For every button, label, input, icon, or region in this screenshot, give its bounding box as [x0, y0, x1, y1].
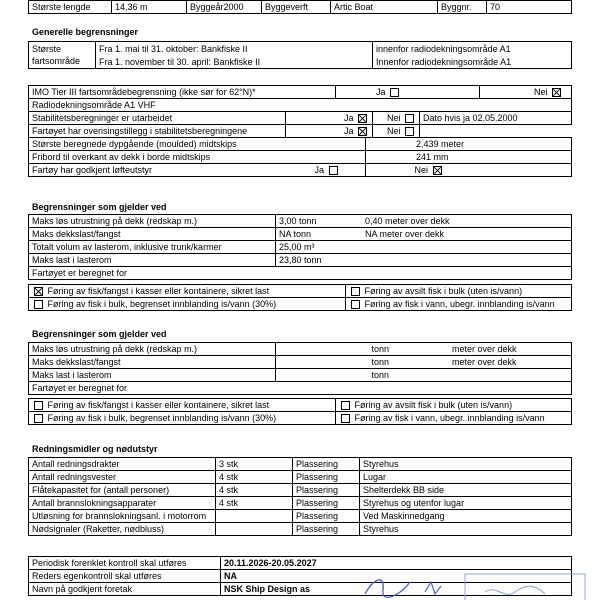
rescue-place: Styrehus og utenfor lugar — [360, 497, 572, 510]
periodic-label: Periodisk forenklet kontroll skal utføres — [29, 557, 221, 570]
top-row-table — [28, 0, 572, 14]
limits1-volume-value: 25,00 m³ — [276, 241, 363, 254]
build-no-value: 70 — [487, 1, 572, 14]
period-1-note: innenfor radiodekningsområde A1 — [373, 42, 572, 56]
limits1-opt-d-checkbox[interactable] — [351, 300, 360, 309]
rescue-row — [29, 497, 572, 510]
limits1-hold-value: 23,80 tonn — [276, 254, 363, 267]
period-2: Fra 1. november til 30. april: Bankfiske II — [96, 55, 373, 69]
rescue-row — [29, 523, 572, 536]
limits1-deck-value: NA tonn — [276, 228, 363, 241]
limits2-table: Maks løs utrustning på dekk (redskap m.) tonn meter over dekk Maks dekkslast/fangst tonn meter over dekk Maks last i lasterom tonn Fartøyet er beregnet for — [28, 342, 572, 395]
icing-ja-checkbox[interactable] — [358, 127, 367, 136]
limits1-hold-label: Maks last i lasterom — [29, 254, 276, 267]
stability-ja-checkbox[interactable] — [358, 114, 367, 123]
rescue-place: Styrehus — [360, 523, 572, 536]
rescue-table — [28, 457, 572, 536]
limits2-opt-b-checkbox[interactable] — [341, 401, 350, 410]
limits1-opt-c-checkbox[interactable] — [34, 300, 43, 309]
stability-nei-checkbox[interactable] — [405, 114, 414, 123]
rescue-count: 4 stk — [216, 471, 293, 484]
limits1-equipment-height: 0,40 meter over dekk — [362, 215, 572, 228]
imo-ja-checkbox[interactable] — [390, 88, 399, 97]
rescue-placement: Plassering — [293, 484, 360, 497]
limits2-heading: Begrensninger som gjelder ved — [32, 329, 167, 339]
periodic-value: 20.11.2026-20.05.2027 — [221, 557, 572, 570]
limits1-opt-b-checkbox[interactable] — [351, 287, 360, 296]
limits2-opt-c-checkbox[interactable] — [34, 414, 43, 423]
rescue-label: Nødsignaler (Raketter, nødbluss) — [29, 523, 216, 536]
largest-length-value: 14,36 m — [112, 1, 187, 14]
owner-label: Reders egenkontroll skal utføres — [29, 570, 221, 583]
limits2-calc-for: Fartøyet er beregnet for — [29, 382, 572, 395]
shipyard-label: Byggeverft — [262, 1, 331, 14]
signature-stamp — [355, 572, 595, 600]
rescue-place: Styrehus — [360, 458, 572, 471]
limits2-opt-d-checkbox[interactable] — [341, 414, 350, 423]
shipyard-value: Artic Boat — [331, 1, 438, 14]
limits1-table — [28, 214, 572, 280]
rescue-place: Shelterdekk BB side — [360, 484, 572, 497]
rescue-label: Utløsning for brannslokningsanl. i motorrom — [29, 510, 216, 523]
rescue-placement: Plassering — [293, 471, 360, 484]
largest-length-label: Største lengde — [29, 1, 112, 14]
radio-area: Radiodekningsområde A1 VHF — [29, 99, 572, 112]
limits2-hold-label: Maks last i lasterom — [29, 369, 276, 382]
freeboard-value: 241 mm — [366, 151, 572, 164]
rescue-placement: Plassering — [293, 510, 360, 523]
rescue-label: Antall redningsdrakter — [29, 458, 216, 471]
build-year: Byggeår2000 — [187, 1, 262, 14]
draught-table: Største beregnede dypgående (moulded) midtskips 2,439 meter Fribord til overkant av dekk i borde midtskips 241 mm Fartøy har godkjent løfteutstyr Ja Nei — [28, 137, 572, 177]
rescue-placement: Plassering — [293, 497, 360, 510]
icing-nei-checkbox[interactable] — [405, 127, 414, 136]
limits1-volume-label: Totalt volum av lasterom, inklusive trunk/karmer — [29, 241, 276, 254]
limits1-equipment-label: Maks løs utrustning på dekk (redskap m.) — [29, 215, 276, 228]
rescue-row — [29, 471, 572, 484]
draught-value: 2,439 meter — [366, 138, 572, 151]
freeboard-label: Fribord til overkant av dekk i borde midtskips — [29, 151, 366, 164]
stability-table: Stabilitetsberegninger er utarbeidet Ja Nei Dato hvis ja 02.05.2000 Fartøyet har overisingstillegg i stabilitetsberegningene Ja Nei — [28, 111, 572, 138]
limits1-equipment-value: 3,00 tonn — [276, 215, 363, 228]
rescue-place: Ved Maskinnedgang — [360, 510, 572, 523]
limits1-calc-for: Fartøyet er beregnet for — [29, 267, 572, 280]
rescue-count: 3 stk — [216, 458, 293, 471]
lifting-label: Fartøy har godkjent løfteutstyr — [29, 164, 366, 177]
limits1-deck-height: NA meter over dekk — [362, 228, 572, 241]
rescue-place: Lugar — [360, 471, 572, 484]
rescue-row — [29, 510, 572, 523]
limits2-options-table: Føring av fisk/fangst i kasser eller kontainere, sikret last Føring av avsilt fisk i bulk (uten is/vann) Føring av fisk i bulk, begrenset innblanding is/vann (30%) Føring av fisk i vann, ubegr. innblanding is/vann — [28, 398, 572, 425]
rescue-count: 4 stk — [216, 484, 293, 497]
rescue-count — [216, 523, 293, 536]
rescue-label: Antall brannslokningsapparater — [29, 497, 216, 510]
limits1-deck-label: Maks dekkslast/fangst — [29, 228, 276, 241]
period-1: Fra 1. mai til 31. oktober: Bankfiske II — [96, 42, 373, 56]
stability-date: Dato hvis ja 02.05.2000 — [420, 112, 572, 125]
company-value: NSK Ship Design as — [221, 583, 572, 596]
imo-label: IMO Tier III fartsområdebegrensning (ikke sør for 62°N)* — [29, 86, 336, 99]
stability-label: Stabilitetsberegninger er utarbeidet — [29, 112, 286, 125]
rescue-row — [29, 484, 572, 497]
limits1-opt-a-checkbox[interactable] — [34, 287, 43, 296]
rescue-heading: Redningsmidler og nødutstyr — [32, 444, 158, 454]
rescue-placement: Plassering — [293, 523, 360, 536]
icing-label: Fartøyet har overisingstillegg i stabilitetsberegningene — [29, 125, 286, 138]
period-2-note: Innenfor radiodekningsområde A1 — [373, 55, 572, 69]
rescue-row — [29, 458, 572, 471]
lifting-nei-checkbox[interactable] — [433, 166, 442, 175]
limits2-deck-label: Maks dekkslast/fangst — [29, 356, 276, 369]
rescue-label: Antall redningsvester — [29, 471, 216, 484]
build-no-label: Byggnr. — [438, 1, 487, 14]
general-area-table — [28, 41, 572, 69]
rescue-label: Flåtekapasitet for (antall personer) — [29, 484, 216, 497]
rescue-count: 4 stk — [216, 497, 293, 510]
limits2-equipment-label: Maks løs utrustning på dekk (redskap m.) — [29, 343, 276, 356]
owner-value: NA — [221, 570, 572, 583]
limits1-options-table: Føring av fisk/fangst i kasser eller kontainere, sikret last Føring av avsilt fisk i bulk (uten is/vann) Føring av fisk i bulk, begrenset innblanding is/vann (30%) Føring av fisk i vann, ubegr. innblanding is/vann — [28, 284, 572, 311]
company-label: Navn på godkjent foretak — [29, 583, 221, 596]
rescue-placement: Plassering — [293, 458, 360, 471]
area-label: Største fartsområde — [29, 42, 96, 69]
limits2-opt-a-checkbox[interactable] — [34, 401, 43, 410]
general-heading: Generelle begrensninger — [32, 27, 139, 37]
general-flags-table: IMO Tier III fartsområdebegrensning (ikke sør for 62°N)* Ja Nei Radiodekningsområde A1 VHF — [28, 85, 572, 112]
draught-label: Største beregnede dypgående (moulded) midtskips — [29, 138, 366, 151]
imo-nei-checkbox[interactable] — [552, 88, 561, 97]
rescue-count — [216, 510, 293, 523]
limits1-heading: Begrensninger som gjelder ved — [32, 202, 167, 212]
